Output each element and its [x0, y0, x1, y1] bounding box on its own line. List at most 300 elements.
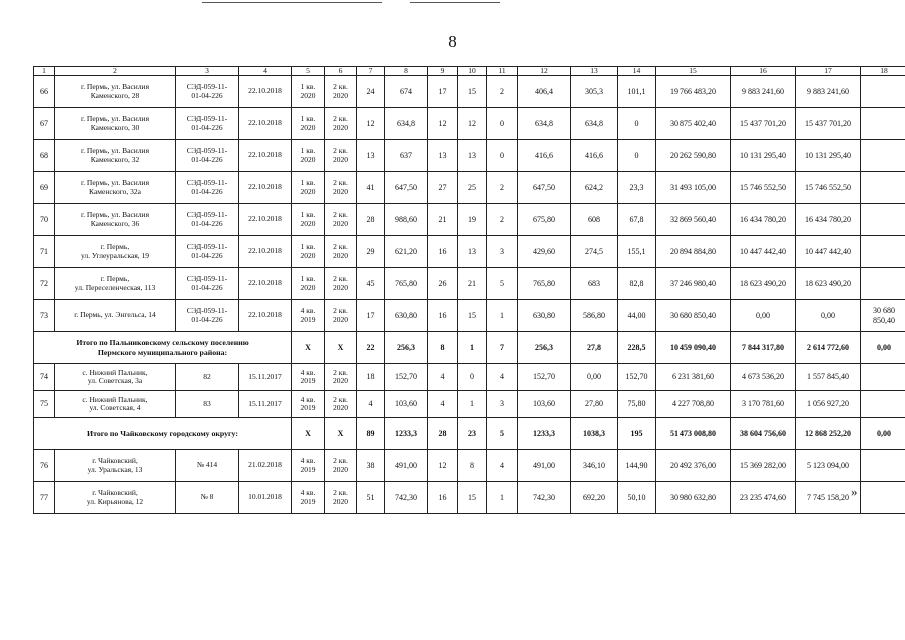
cell-c7: 28	[357, 204, 385, 236]
cell-c14: 67,8	[618, 204, 656, 236]
cell-c12: 491,00	[518, 450, 571, 482]
cell-c12: 416,6	[518, 140, 571, 172]
quarter-end-cell	[325, 140, 357, 172]
address-cell-line: Каменского, 28	[90, 90, 140, 100]
cell-c12: 103,60	[518, 391, 571, 418]
document-cell-line: № 414	[196, 460, 218, 470]
quarter-start-cell-line: 2020	[300, 186, 316, 196]
quarter-end-cell-line: 2020	[333, 314, 348, 324]
table-row	[34, 236, 905, 268]
table-body	[34, 67, 905, 514]
cell-c11: 1	[487, 300, 518, 332]
cell-c9: 17	[428, 76, 458, 108]
cell-c14: 44,00	[618, 300, 656, 332]
address-cell	[55, 268, 176, 300]
cell-c16: 16 434 780,20	[731, 204, 796, 236]
cell-c17: 9 883 241,60	[796, 76, 861, 108]
document-cell-line: 01-04-226	[191, 90, 223, 100]
table-row	[34, 108, 905, 140]
address-cell-line: Каменского, 36	[90, 218, 140, 228]
cell-c8: 765,80	[385, 268, 428, 300]
cell-c13: 346,10	[571, 450, 618, 482]
cell-c16: 15 437 701,20	[731, 108, 796, 140]
table-row	[34, 172, 905, 204]
quarter-start-cell	[292, 391, 325, 418]
cell-x: Х	[325, 332, 357, 364]
quarter-end-cell-line: 2 кв.	[333, 242, 348, 252]
quarter-end-cell-line: 2 кв.	[333, 178, 348, 188]
quarter-start-cell-line: 1 кв.	[300, 82, 316, 92]
cell-c17: 18 623 490,20	[796, 268, 861, 300]
cell-c7: 41	[357, 172, 385, 204]
quarter-end-cell-line: 2 кв.	[333, 274, 348, 284]
cell-c10: 1	[458, 391, 487, 418]
cell-c10: 13	[458, 236, 487, 268]
cell-c9: 27	[428, 172, 458, 204]
quarter-start-cell-line: 2019	[300, 314, 316, 324]
quarter-start-cell-line: 1 кв.	[300, 274, 316, 284]
cell-c11: 4	[487, 364, 518, 391]
subtotal-label	[34, 332, 292, 364]
address-cell-line: ул. Переселенческая, 113	[74, 282, 156, 292]
quarter-start-cell-line: 4 кв.	[300, 306, 316, 316]
date-cell: 15.11.2017	[239, 364, 292, 391]
address-cell-line: г. Чайковский,	[92, 456, 138, 466]
column-number: 16	[731, 67, 796, 76]
cell-c18	[861, 332, 905, 364]
cell-c10: 15	[458, 300, 487, 332]
cell-c9: 13	[428, 140, 458, 172]
cell-c16: 10 447 442,40	[731, 236, 796, 268]
cell-c8: 491,00	[385, 450, 428, 482]
cell-c14: 50,10	[618, 482, 656, 514]
address-cell	[55, 204, 176, 236]
cell-c18-line: 30 680	[873, 306, 895, 316]
document-cell-line: СЭД-059-11-	[186, 242, 228, 252]
cell-c13: 27,8	[571, 332, 618, 364]
cell-c12: 630,80	[518, 300, 571, 332]
cell-c7: 29	[357, 236, 385, 268]
column-number: 9	[428, 67, 458, 76]
quarter-end-cell-line: 2020	[333, 376, 348, 385]
cell-c8: 637	[385, 140, 428, 172]
document-cell	[176, 108, 239, 140]
cell-c10: 19	[458, 204, 487, 236]
address-cell	[55, 391, 176, 418]
document-cell	[176, 391, 239, 418]
page-number: 8	[448, 32, 457, 51]
cell-c9: 4	[428, 391, 458, 418]
quarter-start-cell-line: 2019	[300, 403, 316, 412]
quarter-end-cell-line: 2020	[333, 496, 348, 506]
cell-c11: 5	[487, 268, 518, 300]
cell-c17: 1 056 927,20	[796, 391, 861, 418]
column-number: 13	[571, 67, 618, 76]
column-number: 11	[487, 67, 518, 76]
table-row	[34, 268, 905, 300]
date-cell: 21.02.2018	[239, 450, 292, 482]
quarter-start-cell-line: 2020	[300, 250, 316, 260]
document-cell-line: СЭД-059-11-	[186, 82, 228, 92]
row-number: 67	[34, 108, 55, 140]
quarter-start-cell-line: 2020	[300, 154, 316, 164]
cell-c10: 21	[458, 268, 487, 300]
cell-c16: 0,00	[731, 300, 796, 332]
cell-c18-line: 0,00	[877, 342, 891, 352]
cell-c9: 8	[428, 332, 458, 364]
cell-c13: 1038,3	[571, 418, 618, 450]
column-number: 8	[385, 67, 428, 76]
address-cell-line: ул. Уральская, 13	[87, 464, 143, 474]
document-cell	[176, 482, 239, 514]
address-cell	[55, 300, 176, 332]
cell-c9: 16	[428, 236, 458, 268]
cell-c8: 103,60	[385, 391, 428, 418]
top-rule-right	[410, 2, 500, 3]
cell-c12: 634,8	[518, 108, 571, 140]
cell-c17: 12 868 252,20	[796, 418, 861, 450]
cell-c18	[861, 108, 905, 140]
cell-c16: 9 883 241,60	[731, 76, 796, 108]
cell-c10: 15	[458, 76, 487, 108]
quarter-start-cell	[292, 450, 325, 482]
cell-c16: 38 604 756,60	[731, 418, 796, 450]
cell-c11: 0	[487, 140, 518, 172]
address-cell	[55, 450, 176, 482]
cell-c8: 621,20	[385, 236, 428, 268]
quarter-start-cell-line: 2020	[300, 122, 316, 132]
date-cell: 22.10.2018	[239, 76, 292, 108]
cell-c8: 674	[385, 76, 428, 108]
cell-c13: 305,3	[571, 76, 618, 108]
cell-c9: 12	[428, 450, 458, 482]
cell-c14: 75,80	[618, 391, 656, 418]
cell-c13: 586,80	[571, 300, 618, 332]
subtotal-row	[34, 418, 905, 450]
subtotal-label	[34, 418, 292, 450]
cell-c7: 89	[357, 418, 385, 450]
cell-c12: 675,80	[518, 204, 571, 236]
table-row	[34, 204, 905, 236]
cell-c18-line: 850,40	[873, 315, 895, 325]
table-row	[34, 364, 905, 391]
quarter-start-cell	[292, 300, 325, 332]
row-number: 69	[34, 172, 55, 204]
cell-c18	[861, 236, 905, 268]
cell-c8: 634,8	[385, 108, 428, 140]
cell-c11: 5	[487, 418, 518, 450]
cell-c10: 23	[458, 418, 487, 450]
cell-c12: 429,60	[518, 236, 571, 268]
cell-c14: 144,90	[618, 450, 656, 482]
row-number: 71	[34, 236, 55, 268]
quarter-start-cell-line: 1 кв.	[300, 210, 316, 220]
quarter-end-cell	[325, 236, 357, 268]
cell-c10: 15	[458, 482, 487, 514]
cell-c18	[861, 140, 905, 172]
cell-c7: 45	[357, 268, 385, 300]
address-cell-line: г. Пермь,	[100, 242, 130, 252]
document-cell	[176, 268, 239, 300]
cell-c12: 1233,3	[518, 418, 571, 450]
row-number: 74	[34, 364, 55, 391]
quarter-start-cell-line: 4 кв.	[300, 367, 316, 377]
cell-c13: 624,2	[571, 172, 618, 204]
quarter-start-cell	[292, 482, 325, 514]
cell-c17: 16 434 780,20	[796, 204, 861, 236]
column-number: 6	[325, 67, 357, 76]
address-cell-line: Каменского, 32	[90, 154, 140, 164]
cell-c16: 15 369 282,00	[731, 450, 796, 482]
document-cell-line: 01-04-226	[191, 250, 223, 260]
address-cell	[55, 140, 176, 172]
cell-c9: 28	[428, 418, 458, 450]
document-cell-line: 01-04-226	[191, 282, 223, 292]
cell-c14: 152,70	[618, 364, 656, 391]
cell-x: Х	[292, 418, 325, 450]
quarter-end-cell-line: 2 кв.	[333, 488, 348, 498]
cell-c15: 20 262 590,80	[656, 140, 731, 172]
quarter-end-cell-line: 2020	[333, 250, 348, 260]
document-cell-line: СЭД-059-11-	[186, 146, 228, 156]
document-cell-line: СЭД-059-11-	[186, 114, 228, 124]
subtotal-label-line: Итого по Пальниковскому сельскому поселению	[76, 338, 249, 348]
column-number: 5	[292, 67, 325, 76]
cell-c10: 13	[458, 140, 487, 172]
document-cell	[176, 450, 239, 482]
document-cell-line: СЭД-059-11-	[186, 306, 228, 316]
address-cell-line: г. Чайковский,	[92, 488, 138, 498]
column-number: 15	[656, 67, 731, 76]
row-number: 72	[34, 268, 55, 300]
subtotal-label-line: Пермского муниципального района:	[97, 347, 228, 357]
document-cell-line: 01-04-226	[191, 218, 223, 228]
cell-c15: 19 766 483,20	[656, 76, 731, 108]
document-cell-line: 01-04-226	[191, 186, 223, 196]
cell-c7: 51	[357, 482, 385, 514]
cell-c16: 7 844 317,80	[731, 332, 796, 364]
table-row	[34, 140, 905, 172]
row-number: 75	[34, 391, 55, 418]
quarter-end-cell-line: 2020	[333, 282, 348, 292]
document-cell	[176, 364, 239, 391]
quarter-start-cell-line: 2019	[300, 464, 316, 474]
cell-c15: 4 227 708,80	[656, 391, 731, 418]
document-cell	[176, 300, 239, 332]
cell-c7: 18	[357, 364, 385, 391]
address-cell	[55, 76, 176, 108]
document-cell	[176, 76, 239, 108]
cell-c16: 3 170 781,60	[731, 391, 796, 418]
cell-c7: 4	[357, 391, 385, 418]
address-cell-line: Каменского, 32а	[89, 186, 141, 196]
cell-c10: 0	[458, 364, 487, 391]
address-cell	[55, 236, 176, 268]
quarter-end-cell-line: 2 кв.	[333, 456, 348, 466]
column-number: 14	[618, 67, 656, 76]
quarter-end-cell-line: 2 кв.	[333, 394, 348, 404]
quarter-end-cell-line: 2 кв.	[333, 306, 348, 316]
cell-c9: 16	[428, 300, 458, 332]
quarter-end-cell-line: 2 кв.	[333, 210, 348, 220]
cell-c17: 0,00	[796, 300, 861, 332]
cell-c16: 23 235 474,60	[731, 482, 796, 514]
cell-c15: 10 459 090,40	[656, 332, 731, 364]
quarter-end-cell-line: 2 кв.	[333, 82, 348, 92]
column-number: 18	[861, 67, 905, 76]
date-cell: 22.10.2018	[239, 140, 292, 172]
date-cell: 15.11.2017	[239, 391, 292, 418]
cell-c14: 82,8	[618, 268, 656, 300]
cell-c18	[861, 418, 905, 450]
table-row	[34, 76, 905, 108]
cell-c11: 1	[487, 482, 518, 514]
address-cell	[55, 364, 176, 391]
document-cell-line: СЭД-059-11-	[186, 178, 228, 188]
column-number: 1	[34, 67, 55, 76]
subtotal-row	[34, 332, 905, 364]
cell-c12: 152,70	[518, 364, 571, 391]
table-row	[34, 391, 905, 418]
cell-c11: 0	[487, 108, 518, 140]
cell-c9: 12	[428, 108, 458, 140]
row-number: 66	[34, 76, 55, 108]
quarter-end-cell	[325, 76, 357, 108]
cell-c12: 256,3	[518, 332, 571, 364]
quarter-end-cell	[325, 204, 357, 236]
cell-c7: 38	[357, 450, 385, 482]
cell-c15: 6 231 381,60	[656, 364, 731, 391]
cell-c18	[861, 482, 905, 514]
document-cell-line: 01-04-226	[191, 154, 223, 164]
address-cell-line: ул. Советская, 3а	[87, 376, 143, 385]
row-number: 70	[34, 204, 55, 236]
quarter-start-cell	[292, 76, 325, 108]
address-cell-line: с. Нижний Пальник,	[82, 394, 148, 404]
cell-c9: 21	[428, 204, 458, 236]
column-number: 3	[176, 67, 239, 76]
cell-c8: 152,70	[385, 364, 428, 391]
quarter-start-cell	[292, 236, 325, 268]
cell-c10: 1	[458, 332, 487, 364]
cell-c18	[861, 364, 905, 391]
quarter-end-cell-line: 2020	[333, 186, 348, 196]
cell-c14: 155,1	[618, 236, 656, 268]
row-number: 73	[34, 300, 55, 332]
quarter-start-cell	[292, 140, 325, 172]
closing-quote: »	[851, 484, 858, 499]
cell-c7: 12	[357, 108, 385, 140]
cell-c16: 15 746 552,50	[731, 172, 796, 204]
quarter-end-cell	[325, 364, 357, 391]
cell-c14: 0	[618, 140, 656, 172]
cell-c13: 683	[571, 268, 618, 300]
date-cell: 10.01.2018	[239, 482, 292, 514]
cell-c18	[861, 204, 905, 236]
cell-c9: 4	[428, 364, 458, 391]
quarter-end-cell-line: 2020	[333, 90, 348, 100]
cell-c12: 765,80	[518, 268, 571, 300]
cell-c10: 25	[458, 172, 487, 204]
cell-c13: 608	[571, 204, 618, 236]
cell-c13: 0,00	[571, 364, 618, 391]
cell-c7: 13	[357, 140, 385, 172]
quarter-end-cell-line: 2020	[333, 218, 348, 228]
quarter-end-cell	[325, 108, 357, 140]
cell-c18-line: 0,00	[877, 428, 891, 438]
quarter-end-cell	[325, 268, 357, 300]
document-cell	[176, 140, 239, 172]
quarter-end-cell	[325, 172, 357, 204]
cell-c14: 228,5	[618, 332, 656, 364]
address-cell-line: Каменского, 30	[90, 122, 140, 132]
cell-c17: 1 557 845,40	[796, 364, 861, 391]
document-cell-line: 01-04-226	[191, 122, 223, 132]
quarter-end-cell-line: 2 кв.	[333, 114, 348, 124]
cell-c8: 256,3	[385, 332, 428, 364]
cell-c12: 742,30	[518, 482, 571, 514]
subtotal-label-line: Итого по Чайковскому городскому округу:	[87, 428, 238, 438]
cell-c9: 16	[428, 482, 458, 514]
quarter-end-cell	[325, 391, 357, 418]
cell-c8: 1233,3	[385, 418, 428, 450]
cell-c18	[861, 391, 905, 418]
column-number: 2	[55, 67, 176, 76]
quarter-start-cell	[292, 268, 325, 300]
table-row	[34, 450, 905, 482]
address-cell-line: г. Пермь, ул. Энгельса, 14	[74, 310, 156, 320]
quarter-start-cell-line: 2020	[300, 90, 316, 100]
column-number: 4	[239, 67, 292, 76]
cell-c15: 31 493 105,00	[656, 172, 731, 204]
document-cell	[176, 204, 239, 236]
quarter-start-cell	[292, 108, 325, 140]
quarter-end-cell	[325, 300, 357, 332]
row-number: 68	[34, 140, 55, 172]
cell-c16: 4 673 536,20	[731, 364, 796, 391]
cell-c17: 15 746 552,50	[796, 172, 861, 204]
date-cell: 22.10.2018	[239, 204, 292, 236]
top-rule-left	[202, 2, 382, 3]
cell-c14: 195	[618, 418, 656, 450]
date-cell: 22.10.2018	[239, 236, 292, 268]
cell-c13: 274,5	[571, 236, 618, 268]
quarter-end-cell-line: 2020	[333, 403, 348, 412]
document-cell-line: № 8	[200, 492, 214, 502]
cell-c14: 101,1	[618, 76, 656, 108]
cell-c13: 692,20	[571, 482, 618, 514]
document-cell	[176, 236, 239, 268]
cell-c17: 5 123 094,00	[796, 450, 861, 482]
table-row	[34, 482, 905, 514]
address-cell-line: г. Пермь, ул. Василия	[80, 114, 150, 124]
cell-c18	[861, 268, 905, 300]
cell-c12: 406,4	[518, 76, 571, 108]
cell-c16: 10 131 295,40	[731, 140, 796, 172]
cell-c17: 10 447 442,40	[796, 236, 861, 268]
date-cell: 22.10.2018	[239, 300, 292, 332]
address-cell	[55, 172, 176, 204]
cell-c15: 20 492 376,00	[656, 450, 731, 482]
address-cell-line: г. Пермь, ул. Василия	[80, 178, 150, 188]
address-cell-line: г. Пермь, ул. Василия	[80, 82, 150, 92]
cell-c15: 37 246 980,40	[656, 268, 731, 300]
quarter-start-cell-line: 1 кв.	[300, 146, 316, 156]
date-cell: 22.10.2018	[239, 108, 292, 140]
quarter-start-cell-line: 4 кв.	[300, 488, 316, 498]
quarter-end-cell-line: 2020	[333, 154, 348, 164]
quarter-start-cell-line: 2019	[300, 376, 316, 385]
